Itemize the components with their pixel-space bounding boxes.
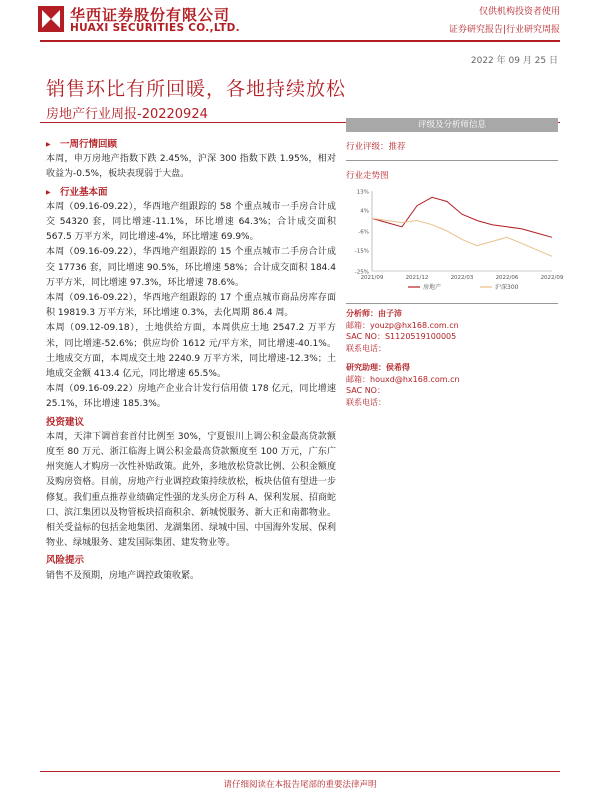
chart-title: 行业走势图 (346, 171, 389, 181)
y-tick-label: -6% (358, 229, 369, 236)
analyst-block (346, 308, 558, 354)
analyst-email[interactable]: 邮箱：youzp@hx168.com.cn (346, 320, 459, 330)
paragraph: 本周（09.16-09.22），华西地产组跟踪的 15 个重点城市二手房合计成交 17736 套，同比增速 90.5%，环比增速 58%；合计成交面积 184.4 万平方米，同比增速 97.3%，环比增速 78.6%。 (46, 247, 336, 288)
sidebar (346, 118, 564, 408)
paragraph: 本周（09.16-09.22）房地产企业合计发行信用债 178 亿元，同比增速 25.1%，环比增速 185.3%。 (46, 384, 336, 410)
series-line-0 (372, 197, 552, 237)
x-tick-label: 2022/06 (495, 275, 519, 281)
legend-label: 沪深300 (495, 284, 519, 291)
x-tick-label: 2021/09 (360, 275, 384, 281)
series-line-1 (372, 218, 552, 256)
sidebar-divider (346, 303, 558, 304)
audience-note: 仅供机构投资者使用 (478, 7, 560, 17)
x-tick-label: 2022/03 (450, 275, 474, 281)
company-logo-icon (38, 6, 64, 32)
assistant-phone: 联系电话： (346, 397, 386, 407)
company-name-en: HUAXI SECURITIES CO.,LTD. (70, 22, 240, 34)
page-title: 销售环比有所回暖，各地持续放松 (46, 78, 347, 100)
assistant-name: 研究助理：侯希得 (346, 363, 410, 372)
industry-rating: 行业评级：推荐 (346, 142, 406, 152)
section-heading-investment: 投资建议 (46, 416, 85, 428)
header-divider (40, 40, 560, 42)
analyst-phone: 联系电话： (346, 343, 386, 353)
paragraph: 本周（09.16-09.22），华西地产组跟踪的 58 个重点城市一手房合计成交 54320 套，同比增速-11.1%，环比增速 64.3%；合计成交面积 567.5 万平方米，同比增速-4%，环比增速 69.9%。 (46, 201, 336, 243)
sidebar-divider (346, 160, 558, 161)
page-subtitle: 房地产行业周报-20220924 (46, 107, 208, 122)
y-tick-label: 4% (360, 208, 369, 215)
section-heading-risk: 风险提示 (46, 555, 85, 567)
analyst-sac: SAC NO：S1120519100005 (346, 332, 457, 341)
paragraph: 本周（09.16-09.22），华西地产组跟踪的 17 个重点城市商品房库存面积 19819.3 万平方米，环比增速 0.3%，去化周期 86.4 周。 (46, 293, 336, 319)
section-heading-market: ▶ 一周行情回顾 (46, 137, 336, 152)
footer-divider (40, 771, 560, 772)
report-date: 2022 年 09 月 25 日 (470, 56, 558, 66)
sidebar-header: 评级及分析师信息 (346, 118, 558, 132)
paragraph: 本周，天津下调首套首付比例至 30%，宁夏银川上调公积金最高贷款额度至 80 万元、浙江临海上调公积金最高贷款额度至 100 万元，广东广州突施人才购房一次性补贴政策。此外，多地放松贷款比例、公积金额度及购房资格。目前，房地产行业调控政策持续放松，板块估值有望进一步修复。我们重点推荐业绩确定性强的龙头房企万科 A、保利发展、招商蛇口、滨江集团以及物管板块招商积余、新城悦服务、新大正和南都物业。相关受益标的包括金地集团、龙湖集团、绿城中国、中国海外发展、保利物业、绿城服务、建发国际集团、建发物业等。 (46, 431, 336, 549)
y-tick-label: -15% (354, 248, 369, 255)
y-tick-label: -25% (354, 269, 369, 276)
analyst-name: 分析师：由子沛 (346, 309, 402, 318)
assistant-email[interactable]: 邮箱：houxd@hx168.com.cn (346, 374, 460, 384)
y-tick-label: 13% (356, 189, 369, 196)
assistant-block (346, 362, 558, 408)
x-tick-label: 2021/12 (405, 275, 429, 281)
industry-trend-chart (346, 185, 564, 297)
legal-disclaimer: 请仔细阅读在本报告尾部的重要法律声明 (223, 780, 377, 790)
company-name-cn: 华西证券股份有限公司 (70, 6, 231, 24)
x-tick-label: 2022/09 (540, 275, 564, 281)
paragraph: 本周（09.12-09.18），土地供给方面，本周供应土地 2547.2 万平方米，同比增速-52.6%；供应均价 1612 元/平方米，同比增速-40.1%。土地成交方面，本周成交土地 2240.9 万平方米，同比增速-12.3%；土地成交金额 413.4 亿元，同比增速 65.5%。 (46, 323, 336, 380)
report-body (46, 135, 336, 584)
paragraph: 本周，申万房地产指数下跌 2.45%，沪深 300 指数下跌 1.95%，相对收益为-0.5%，板块表现弱于大盘。 (46, 154, 336, 180)
paragraph: 销售不及预期，房地产调控政策收紧。 (46, 570, 200, 581)
assistant-sac: SAC NO： (346, 386, 385, 395)
legend-label: 房地产 (423, 284, 442, 291)
section-heading-fundamentals: ▶ 行业基本面 (46, 185, 336, 200)
report-type: 证券研究报告|行业研究周报 (448, 25, 560, 35)
